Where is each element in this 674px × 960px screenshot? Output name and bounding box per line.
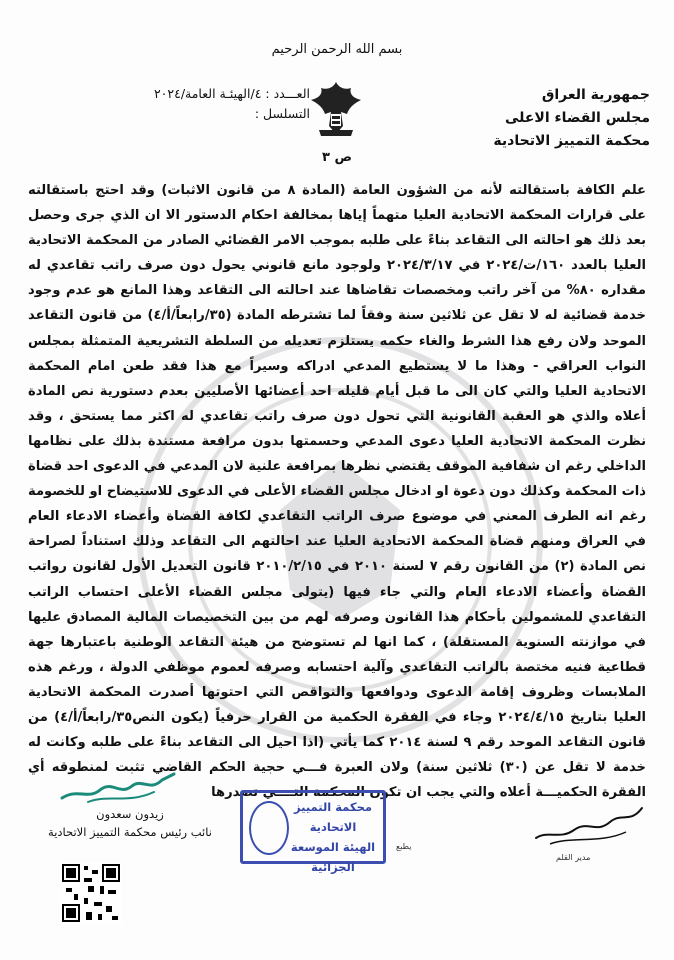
clerk-label: مدير القلم: [556, 853, 591, 862]
signatory-name: زيدون سعدون: [96, 807, 164, 821]
sequence-label: التسلسل :: [254, 106, 310, 121]
stamp-line-court: محكمة التمييز الاتحادية: [294, 800, 372, 834]
org-line-council: مجلس القضاء الاعلى: [504, 110, 650, 126]
signatory-block: [40, 805, 220, 841]
court-stamp: [240, 790, 386, 874]
handwritten-signature-icon: [58, 770, 178, 808]
stamp-line-division: الجزائية: [311, 860, 355, 874]
org-line-court: محكمة التمييز الاتحادية: [493, 133, 650, 149]
reference-block: [80, 84, 310, 124]
reference-number: العـــدد : ٤/الهيئـة العامة/٢٠٢٤: [153, 86, 310, 101]
basmala: بسم الله الرحمن الرحيم: [271, 42, 403, 57]
stamp-side-note: يطبع: [396, 842, 412, 851]
issuing-authority: [460, 84, 650, 153]
document-body: علم الكافة باستقالته لأنه من الشؤون العامة (المادة ٨ من قانون الاثبات) وقد احتج باستقالته على قرارات المحكمة الاتحادية العليا متهماً إياها بمخالفة احكام الدستور الا ان الذي جرى وحصل بعد ذلك هو احالته الى التقاعد بناءً على طلبه بموجب الامر القضائي الصادر من المحكمة الاتحادية العليا بالعدد ١٦٠/ت/٢٠٢٤ في ٢٠٢٤/٣/١٧ ولوجود مانع قانوني يحول دون صرف راتب تقاعدي له مقداره ٨٠% من آخر راتب ومخصصات تقاضاها عند احالته الى التقاعد وهذا المانع هو عدم وجود خدمة قضائية له لا تقل عن ثلاثين سنة وفقاً لما تشترطه المادة (٣٥/رابعاً/أ/٤) من قانون التقاعد الموحد ولان رفع هذا الشرط والغاء حكمه يستلزم تعديله من السلطة التشريعية المتمثلة بمجلس النواب العراقي - وهذا ما لا يستطيع المدعي ادراكه وسيراً مع هذا فقد طعن امام المحكمة الاتحادية العليا والتي كان الى ما قبل أيام قليله احد أعضائها الأصليين بعدم دستورية نص المادة أعلاه والذي هو العقبة القانونية التي تحول دون صرف راتب تقاعدي له اكثر مما يستحق ، وقد نظرت المحكمة الاتحادية العليا دعوى المدعي وحسمتها بدون مرافعة مستندة بذلك على نظامها الداخلي رغم ان شفافية الموقف يقتضي نظرها بمرافعة علنية لان المدعي في الدعوى احد قضاة ذات المحكمة وكذلك دون دعوة او ادخال مجلس القضاء الأعلى في الدعوى للاستيضاح او للخصومة رغم انه الطرف المعني في موضوع صرف الراتب التقاعدي لكافة القضاة وأعضاء الادعاء العام في العراق ومنهم قضاة المحكمة الاتحادية العليا عند احالتهم الى التقاعد وذلك استناداً لصراحة نص المادة (٢) من القانون رقم ٧ لسنة ٢٠١٠ في ٢٠١٠/٢/١٥ قانون التعديل الأول لقانون رواتب القضاة وأعضاء الادعاء العام والتي جاء فيها (يتولى مجلس القضاء الأعلى احتساب الراتب التقاعدي للمشمولين بأحكام هذا القانون وصرفه لهم من بين التخصيصات المالية المصادق عليها في موازنته السنوية المستقلة) ، كما انها لم تستوضح من هيئة التقاعد الوطنية باعتبارها جهة قطاعية فنيه مختصة بالراتب التقاعدي وآلية احتسابه وصرفه لعموم موظفي الدولة ، ورغم هذه الملابسات وظروف إقامة الدعوى ودوافعها والنواقص التي احتوتها أصدرت المحكمة الاتحادية العليا بتاريخ ٢٠٢٤/٤/١٥ وجاء في الفقرة الحكمية من القرار حرفياً (يكون النص٣٥/رابعاً/أ/٤) من قانون التقاعد الموحد رقم ٩ لسنة ٢٠١٤ كما يأتي (اذا احيل الى التقاعد بناءً على طلبه وكانت له خدمة لا تقل عن (٣٠) ثلاثين سنة) ولان العبرة فـــي حجية الحكم القاضي تثبت لمنطوقه أي الفقرة الحكميـــة أعلاه والتي يجب ان تكون المحكمة التــــي تصدرها: [28, 183, 647, 801]
org-line-country: جمهورية العراق: [541, 87, 650, 103]
stamp-seal-icon: [249, 801, 289, 855]
iraq-eagle-emblem-icon: [305, 78, 367, 140]
page-number: ص ٣: [322, 150, 352, 165]
qr-code-icon[interactable]: [60, 862, 122, 924]
clerk-signature-icon: [530, 800, 648, 850]
signatory-title: نائب رئيس محكمة التمييز الاتحادية: [48, 825, 212, 839]
stamp-line-panel: الهيئة الموسعة: [290, 840, 376, 854]
